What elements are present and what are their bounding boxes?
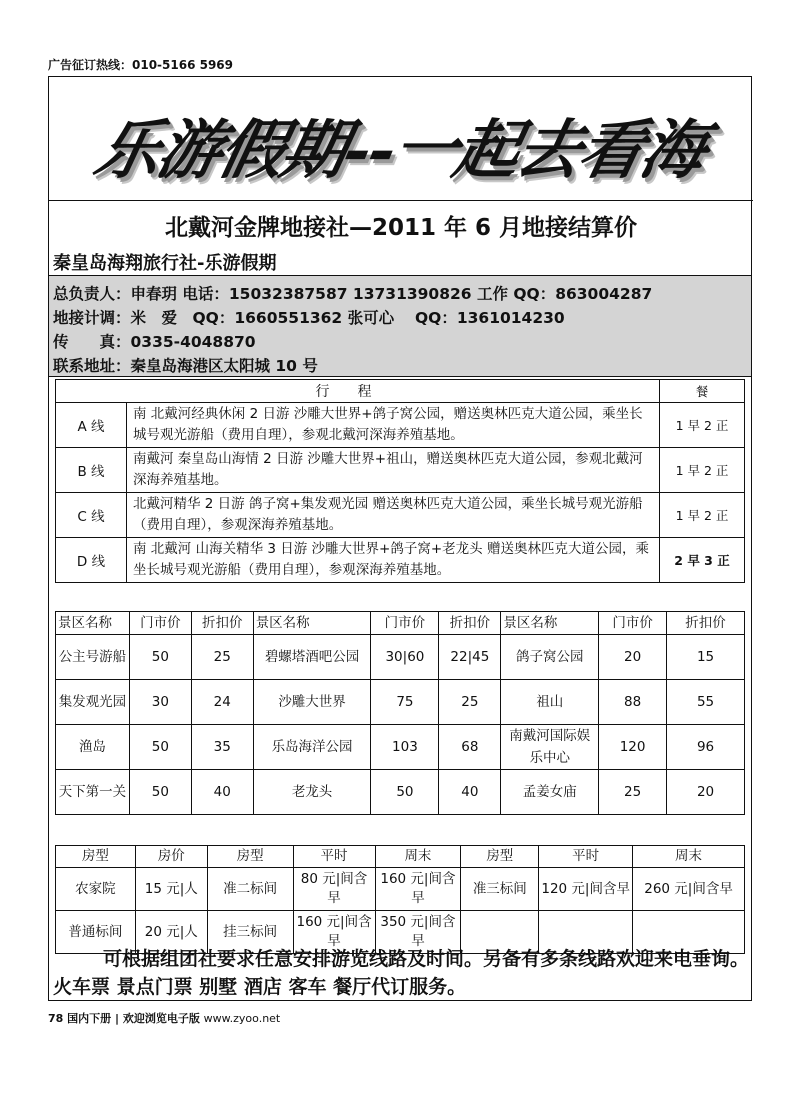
sight-discount-price: 40 [191,770,253,815]
sight-name: 鸽子窝公园 [501,635,599,680]
sight-discount-price: 96 [667,725,745,770]
sight-list-price: 25 [599,770,667,815]
table-row [56,635,745,680]
room-type: 准三标间 [461,868,539,911]
route-desc: 南 北戴河 山海关精华 3 日游 沙雕大世界+鸽子窝+老龙头 赠送奥林匹克大道公园，乘坐长城号观光游船（费用自理），参观深海养殖基地。 [127,538,660,583]
rooms-header: 周末 [633,846,745,868]
table-row [56,448,745,493]
page-title: 北戴河金牌地接社—2011 年 6 月地接结算价 [164,215,638,241]
route-desc: 南 北戴河经典休闲 2 日游 沙雕大世界+鸽子窝公园，赠送奥林匹克大道公园，乘坐长城号观光游船（费用自理），参观北戴河深海养殖基地。 [127,403,660,448]
rooms-header: 房价 [135,846,207,868]
sight-discount-price: 22|45 [439,635,501,680]
sight-name: 渔岛 [56,725,130,770]
sight-list-price: 50 [129,770,191,815]
sights-header: 景区名称 [501,612,599,635]
rooms-header-row [56,846,745,868]
sight-discount-price: 24 [191,680,253,725]
table-row [56,680,745,725]
sights-header: 门市价 [129,612,191,635]
sight-list-price: 75 [371,680,439,725]
table-row [56,403,745,448]
sight-list-price: 50 [371,770,439,815]
route-line: B 线 [56,448,127,493]
table-row [56,725,745,770]
routes-table [55,379,745,583]
table-row [56,538,745,583]
sights-header: 折扣价 [439,612,501,635]
rooms-header: 平时 [293,846,375,868]
sight-discount-price: 68 [439,725,501,770]
sight-list-price: 30 [129,680,191,725]
contact-planner: 地接计调：米 爱 QQ：1660551362 张可心 QQ：1361014230 [53,309,565,327]
sights-header: 门市价 [599,612,667,635]
sight-list-price: 30|60 [371,635,439,680]
sight-name: 公主号游船 [56,635,130,680]
sight-name: 乐岛海洋公园 [253,725,371,770]
ad-hotline: 广告征订热线：010-5166 5969 [48,58,234,72]
sight-name: 集发观光园 [56,680,130,725]
sight-discount-price: 25 [191,635,253,680]
route-meal: 2 早 3 正 [660,538,745,583]
room-price: 15 元|人 [135,868,207,911]
sight-name: 老龙头 [253,770,371,815]
sight-list-price: 88 [599,680,667,725]
route-meal: 1 早 2 正 [660,493,745,538]
sights-header: 折扣价 [667,612,745,635]
sights-header: 景区名称 [253,612,371,635]
room-type: 农家院 [56,868,136,911]
sights-header: 门市价 [371,612,439,635]
contact-manager: 总负责人：申春玥 电话：15032387587 13731390826 工作 QQ：863004287 [53,285,653,303]
sights-header: 折扣价 [191,612,253,635]
route-line: D 线 [56,538,127,583]
rooms-header: 房型 [56,846,136,868]
advert-frame [48,76,752,1001]
rooms-header: 房型 [207,846,293,868]
sight-list-price: 50 [129,725,191,770]
room-weekend-price: 260 元|间含早 [633,868,745,911]
table-row [56,868,745,911]
room-type: 普通标间 [56,911,136,954]
sight-name: 天下第一关 [56,770,130,815]
table-row [56,493,745,538]
room-weekend-price: 350 元|间含早 [375,911,461,954]
table-row [56,770,745,815]
route-line: C 线 [56,493,127,538]
sight-discount-price: 25 [439,680,501,725]
agency-name: 秦皇岛海翔旅行社-乐游假期 [53,253,277,274]
rooms-header: 周末 [375,846,461,868]
sights-table [55,611,745,815]
route-meal: 1 早 2 正 [660,448,745,493]
room-price: 20 元|人 [135,911,207,954]
sight-list-price: 50 [129,635,191,680]
sight-discount-price: 15 [667,635,745,680]
sight-discount-price: 35 [191,725,253,770]
contact-fax: 传 真：0335-4048870 [53,333,256,351]
page-footer [48,1010,280,1026]
route-meal: 1 早 2 正 [660,403,745,448]
sight-discount-price: 40 [439,770,501,815]
routes-header-route: 行程 [56,380,660,403]
sight-discount-price: 20 [667,770,745,815]
room-weekend-price: 160 元|间含早 [375,868,461,911]
sight-name: 碧螺塔酒吧公园 [253,635,371,680]
sights-header-row [56,612,745,635]
sight-name: 孟姜女庙 [501,770,599,815]
sights-header: 景区名称 [56,612,130,635]
sight-name: 南戴河国际娱乐中心 [501,725,599,770]
room-weekday-price: 120 元|间含早 [539,868,633,911]
sight-name: 沙雕大世界 [253,680,371,725]
sight-name: 祖山 [501,680,599,725]
service-notice: 可根据组团社要求任意安排游览线路及时间。另备有多条线路欢迎来电垂询。火车票 景点门票 别墅 酒店 客车 餐厅代订服务。 [53,948,750,998]
contact-address: 联系地址：秦皇岛海港区太阳城 10 号 [53,357,318,375]
footer-url[interactable]: www.zyoo.net [203,1012,281,1025]
sight-list-price: 120 [599,725,667,770]
banner-divider [49,200,753,201]
sight-list-price: 103 [371,725,439,770]
room-type: 挂三标间 [207,911,293,954]
contact-block [49,275,751,377]
route-line: A 线 [56,403,127,448]
banner-slogan: 乐游假期--一起去看海 [88,113,712,188]
room-weekday-price: 80 元|间含早 [293,868,375,911]
rooms-header: 平时 [539,846,633,868]
route-desc: 北戴河精华 2 日游 鸽子窝+集发观光园 赠送奥林匹克大道公园，乘坐长城号观光游船（费用自理），参观深海养殖基地。 [127,493,660,538]
room-type: 准二标间 [207,868,293,911]
sight-discount-price: 55 [667,680,745,725]
rooms-header: 房型 [461,846,539,868]
rooms-table [55,845,745,954]
route-desc: 南戴河 秦皇岛山海情 2 日游 沙雕大世界+祖山，赠送奥林匹克大道公园，参观北戴河深海养殖基地。 [127,448,660,493]
routes-header-meal: 餐 [660,380,745,403]
footer-page-label: 78 国内下册 | 欢迎浏览电子版 [48,1012,200,1025]
room-weekday-price: 160 元|间含早 [293,911,375,954]
sight-list-price: 20 [599,635,667,680]
